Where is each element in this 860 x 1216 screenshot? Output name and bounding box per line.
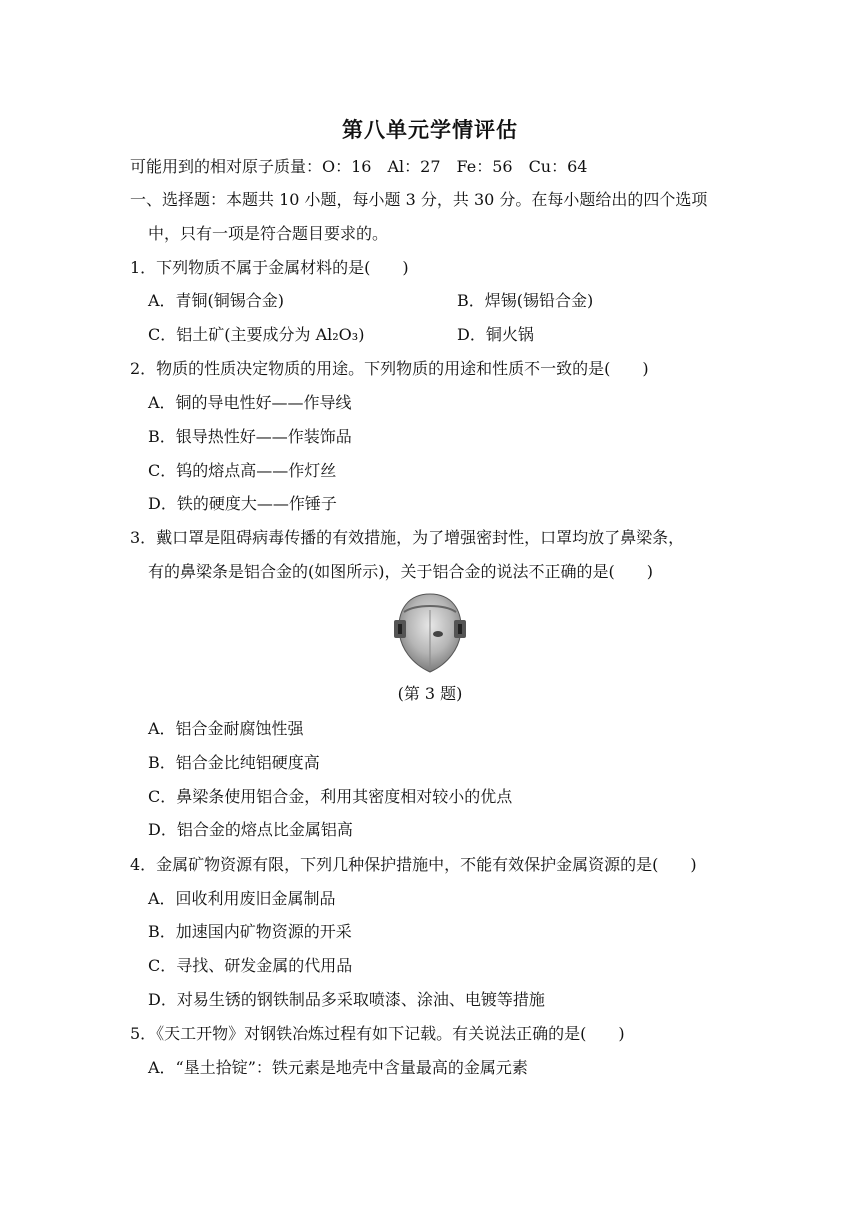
question-4-option-c: C．寻找、研发金属的代用品 <box>148 956 353 975</box>
question-5-option-a: A．“垦土拾锭”：铁元素是地壳中含量最高的金属元素 <box>148 1058 528 1077</box>
question-4-stem: 4．金属矿物资源有限，下列几种保护措施中，不能有效保护金属资源的是( ) <box>130 855 697 874</box>
section-heading-line1: 一、选择题：本题共 10 小题，每小题 3 分，共 30 分。在每小题给出的四个选项 <box>130 190 708 209</box>
question-3-option-a: A．铝合金耐腐蚀性强 <box>148 719 304 738</box>
atomic-mass-note: 可能用到的相对原子质量：O：16 Al：27 Fe：56 Cu：64 <box>130 157 588 176</box>
question-3-option-c: C．鼻梁条使用铝合金，利用其密度相对较小的优点 <box>148 787 513 806</box>
question-4-option-d: D．对易生锈的钢铁制品多采取喷漆、涂油、电镀等措施 <box>148 990 545 1009</box>
question-4-option-b: B．加速国内矿物资源的开采 <box>148 922 352 941</box>
question-1-option-c: C．铝土矿(主要成分为 Al₂O₃) <box>148 325 365 344</box>
question-1-option-a: A．青铜(铜锡合金) <box>148 291 285 310</box>
page-title: 第八单元学情评估 <box>342 118 518 142</box>
question-3-option-d: D．铝合金的熔点比金属铝高 <box>148 820 353 839</box>
face-mask-image <box>390 590 470 674</box>
question-2-option-b: B．银导热性好——作装饰品 <box>148 427 352 446</box>
question-1-stem: 1．下列物质不属于金属材料的是( ) <box>130 258 409 277</box>
question-1-option-d: D．铜火锅 <box>457 325 534 344</box>
question-1-option-b: B．焊锡(锡铅合金) <box>457 291 594 310</box>
question-4-option-a: A．回收利用废旧金属制品 <box>148 889 336 908</box>
question-2-option-d: D．铁的硬度大——作锤子 <box>148 494 337 513</box>
question-3-stem-line2: 有的鼻梁条是铝合金的(如图所示)，关于铝合金的说法不正确的是( ) <box>148 562 653 581</box>
question-2-stem: 2．物质的性质决定物质的用途。下列物质的用途和性质不一致的是( ) <box>130 359 649 378</box>
question-3-option-b: B．铝合金比纯铝硬度高 <box>148 753 320 772</box>
figure-caption: (第 3 题) <box>397 684 463 703</box>
question-5-stem: 5．《天工开物》对钢铁冶炼过程有如下记载。有关说法正确的是( ) <box>130 1024 625 1043</box>
question-3-stem-line1: 3．戴口罩是阻碍病毒传播的有效措施，为了增强密封性，口罩均放了鼻梁条， <box>130 528 685 547</box>
question-2-option-c: C．钨的熔点高——作灯丝 <box>148 461 337 480</box>
section-heading-line2: 中，只有一项是符合题目要求的。 <box>148 224 389 243</box>
question-2-option-a: A．铜的导电性好——作导线 <box>148 393 352 412</box>
